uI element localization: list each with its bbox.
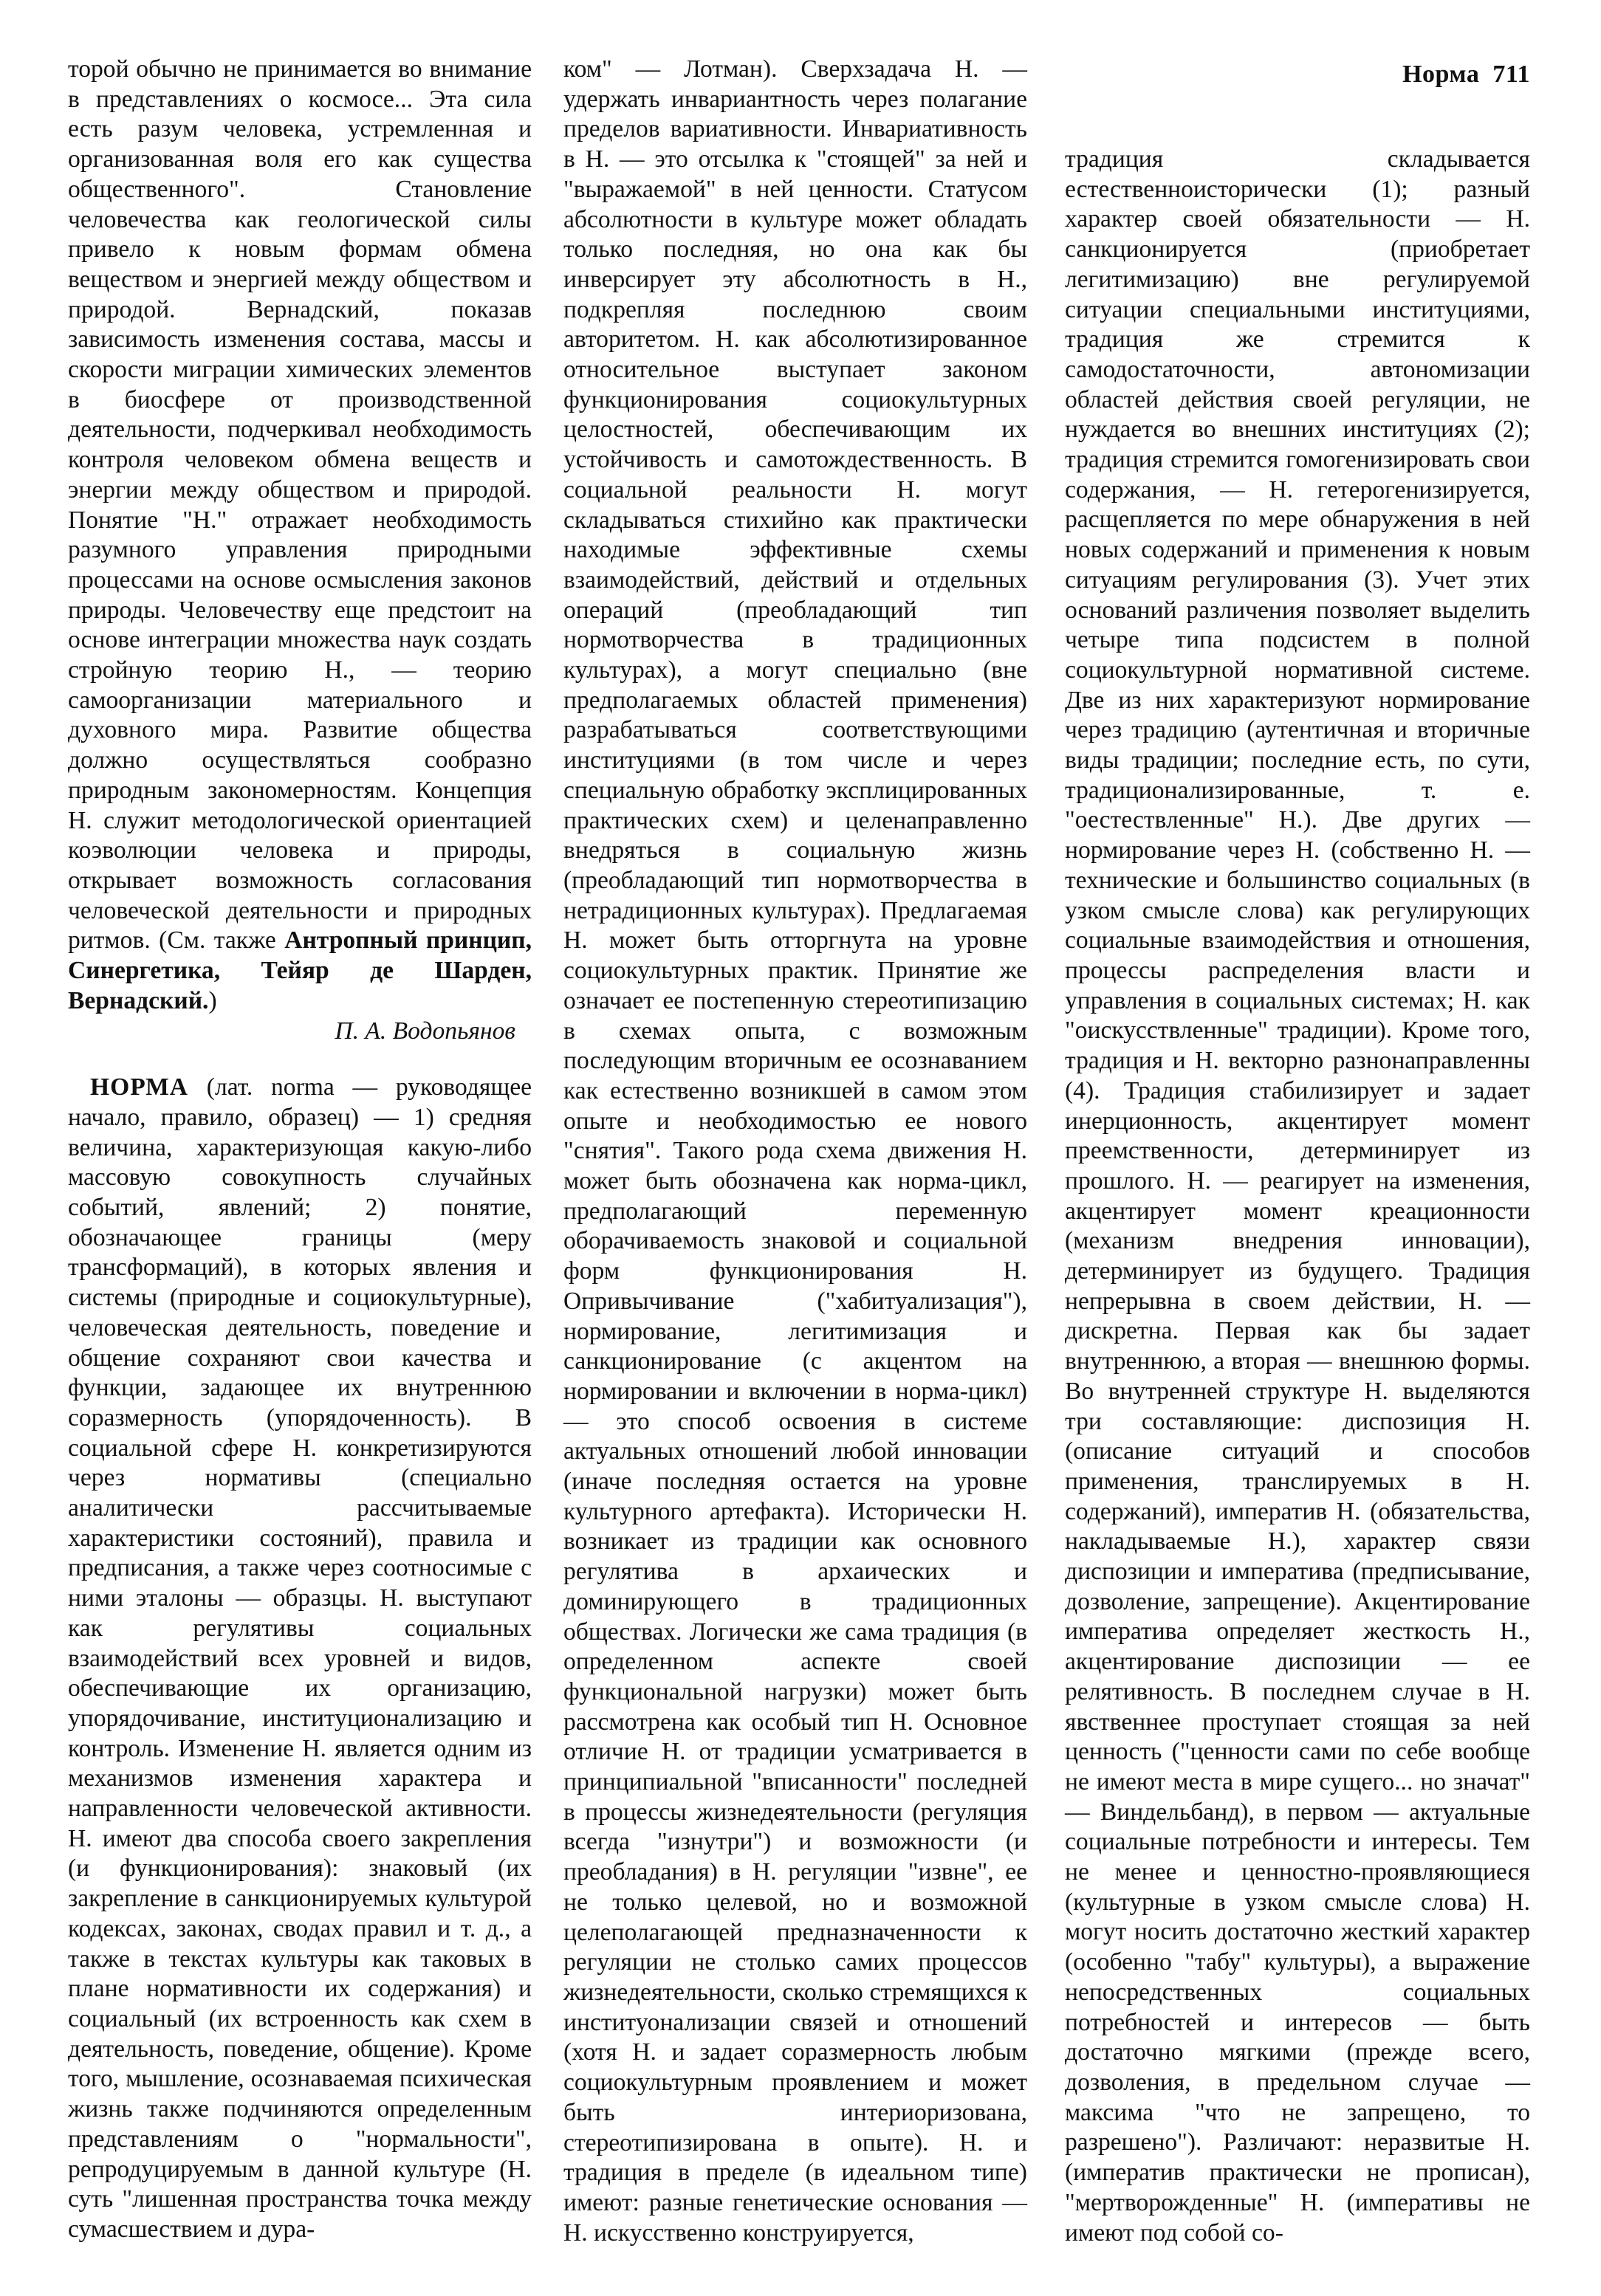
header-title: Норма	[1402, 61, 1480, 88]
text-column-1	[68, 55, 532, 2245]
body-text: торой обычно не принимается во внимание в представлениях о космосе... Эта сила есть разум человека, устремленная и организованная воля его как существа общественного". Становление человечества как геологической силы привело к новым формам обмена веществом и энергией между обществом и природой. Вернадский, показав зависимость изменения состава, массы и скорости миграции химических элементов в биосфере от производственной деятельности, подчеркивал необходимость контроля человеком обмена веществ и энергии между обществом и природой. Понятие "Н." отражает необходимость разумного управления природными процессами на основе осмысления законов природы. Человечеству еще предстоит на основе интеграции множества наук создать стройную теорию Н., — теорию самоорганизации материального и духовного мира. Развитие общества должно осуществляться сообразно природным закономерностям. Концепция Н. служит методологической ориентацией коэволюции человека и природы, открывает возможность согласования человеческой деятельности и природных ритмов. (См. также	[68, 55, 532, 955]
closing-paren: )	[208, 986, 217, 1014]
text-column-3	[1065, 145, 1530, 2248]
paragraph	[68, 55, 532, 1017]
paragraph: ком" — Лотман). Сверхзадача Н. — удержать инвариантность через полагание пределов вариативности. Инвариативность в Н. — это отсылка к "стоящей" за ней и "выражаемой" в ней ценности. Статусом абсолютности в культуре может обладать только последняя, но она как бы инверсирует эту абсолютность в Н., подкрепляя последнюю своим авторитетом. Н. как абсолютизированное относительное выступает законом функционирования социокультурных целостностей, обеспечивающим их устойчивость и самотождественность. В социальной реальности Н. могут складываться стихийно как практически находимые эффективные схемы взаимодействий, действий и отдельных операций (преобладающий тип нормотворчества в традиционных культурах), а могут специально (вне предполагаемых областей применения) разрабатываться соответствующими институциями (в том числе и через специальную обработку эксплицированных практических схем) и целенаправленно внедряться в социальную жизнь (преобладающий тип нормотворчества в нетрадиционных культурах). Предлагаемая Н. может быть отторгнута на уровне социокультурных практик. Принятие же означает ее постепенную стереотипизацию в схемах опыта, с возможным последующим вторичным ее осознаванием как естественно возникшей в самом этом опыте и необходимостью ее нового "снятия". Такого рода схема движения Н. может быть обозначена как норма-цикл, предполагающий переменную оборачиваемость знаковой и социальной форм функционирования Н. Опривычивание ("хабитуализация"), нормирование, легитимизация и санкционирование (с акцентом на нормировании и включении в норма-цикл) — это способ освоения в системе актуальных отношений любой инновации (иначе последняя остается на уровне культурного артефакта). Исторически Н. возникает из традиции как основного регулятива в архаических и доминирующего в традиционных обществах. Логически же сама традиция (в определенном аспекте своей функциональной нагрузки) может быть рассмотрена как особый тип Н. Основное отличие Н. от традиции усматривается в принципиальной "вписанности" последней в процессы жизнедеятельности (регуляция всегда "изнутри") и возможности (и преобладания) в Н. регуляции "извне", ее не только целевой, но и возможной целеполагающей предназначенности к регуляции не столько самих процессов жизнедеятельности, сколько стремящихся к институонализации связей и отношений (хотя Н. и задает соразмерность любым социокультурным проявлением и может быть интериоризована, стереотипизирована в опыте). Н. и традиция в пределе (в идеальном типе) имеют: разные генетические основания — Н. искусственно конструируется,	[563, 55, 1027, 2247]
page-number: 711	[1492, 61, 1530, 88]
article-author: П. А. Водопьянов	[335, 1017, 515, 1045]
article-headword: НОРМА	[90, 1073, 189, 1101]
article-paragraph	[68, 1073, 532, 2244]
running-header	[1402, 61, 1530, 89]
text-column-2	[563, 55, 1027, 2248]
body-text: (лат. norma — руководящее начало, правило, образец) — 1) средняя величина, характеризующая какую-либо массовую совокупность случайных событий, явлений; 2) понятие, обозначающее границы (меру трансформаций), в которых явления и системы (природные и социокультурные), человеческая деятельность, поведение и общение сохраняют свои качества и функции, задающее их внутреннюю соразмерность (упорядоченность). В социальной сфере Н. конкретизируются через нормативы (специально аналитически рассчитываемые характеристики состояний), правила и предписания, а также через соотносимые с ними эталоны — образцы. Н. выступают как регулятивы социальных взаимодействий всех уровней и видов, обеспечивающие их организацию, упорядочивание, институционализацию и контроль. Изменение Н. является одним из механизмов изменения характера и направленности человеческой активности. Н. имеют два способа своего закрепления (и функционирования): знаковый (их закрепление в санкционируемых культурой кодексах, законах, сводах правил и т. д., а также в текстах культуры как таковых в плане нормативности их содержания) и социальный (их встроенность как схем в деятельность, поведение, общение). Кроме того, мышление, осознаваемая психическая жизнь также подчиняются определенным представлениям о "нормальности", репродуцируемым в данной культуре (Н. суть "лишенная пространства точка между сумасшествием и дура-	[68, 1073, 532, 2243]
paragraph: традиция складывается естественноисторически (1); разный характер своей обязательности — Н. санкционируется (приобретает легитимизацию) вне регулируемой ситуации специальными институциями, традиция же стремится к самодостаточности, автономизации областей действия своей регуляции, не нуждается во внешних институциях (2); традиция стремится гомогенизировать свои содержания, — Н. гетерогенизируется, расщепляется по мере обнаружения в ней новых содержаний и применения к новым ситуациям регулирования (3). Учет этих оснований различения позволяет выделить четыре типа подсистем в полной социокультурной нормативной системе. Две из них характеризуют нормирование через традицию (аутентичная и вторичные виды традиции; последние есть, по сути, традиционализированные, т. е. "оестествленные" Н.). Две других — нормирование через Н. (собственно Н. — технические и большинство социальных (в узком смысле слова) как регулирующих социальные взаимодействия и отношения, процессы распределения власти и управления в социальных системах; Н. как "оискусствленные" традиции). Кроме того, традиция и Н. векторно разнонаправленны (4). Традиция стабилизирует и задает инерционность, акцентирует момент преемственности, детерминирует из прошлого. Н. — реагирует на изменения, акцентирует момент креационности (механизм внедрения инновации), детерминирует из будущего. Традиция непрерывна в своем действии, Н. — дискретна. Первая как бы задает внутреннюю, а вторая — внешнюю формы. Во внутренней структуре Н. выделяются три составляющие: диспозиция Н. (описание ситуаций и способов применения, транслируемых в Н. содержаний), императив Н. (обязательства, накладываемые Н.), характер связи диспозиции и императива (предписывание, дозволение, запрещение). Акцентирование императива определяет жесткость Н., акцентирование диспозиции — ее релятивность. В последнем случае в Н. явственнее проступает стоящая за ней ценность ("ценности сами по себе вообще не имеют места в мире сущего... но значат" — Виндельбанд), в первом — актуальные социальные потребности и интересы. Тем не менее и ценностно-проявляющиеся (культурные в узком смысле слова) Н. могут носить достаточно жесткий характер (особенно "табу" культуры), а выражение непосредственных социальных потребностей и интересов — быть достаточно мягкими (прежде всего, дозволения, в предельном случае — максима "что не запрещено, то разрешено"). Различают: неразвитые Н. (императив практически не прописан), "мертворожденные" Н. (императивы не имеют под собой со-	[1065, 145, 1530, 2247]
see-also-references: Антропный принцип, Синергетика, Тейяр де Шарден, Вернадский.	[68, 927, 532, 1014]
